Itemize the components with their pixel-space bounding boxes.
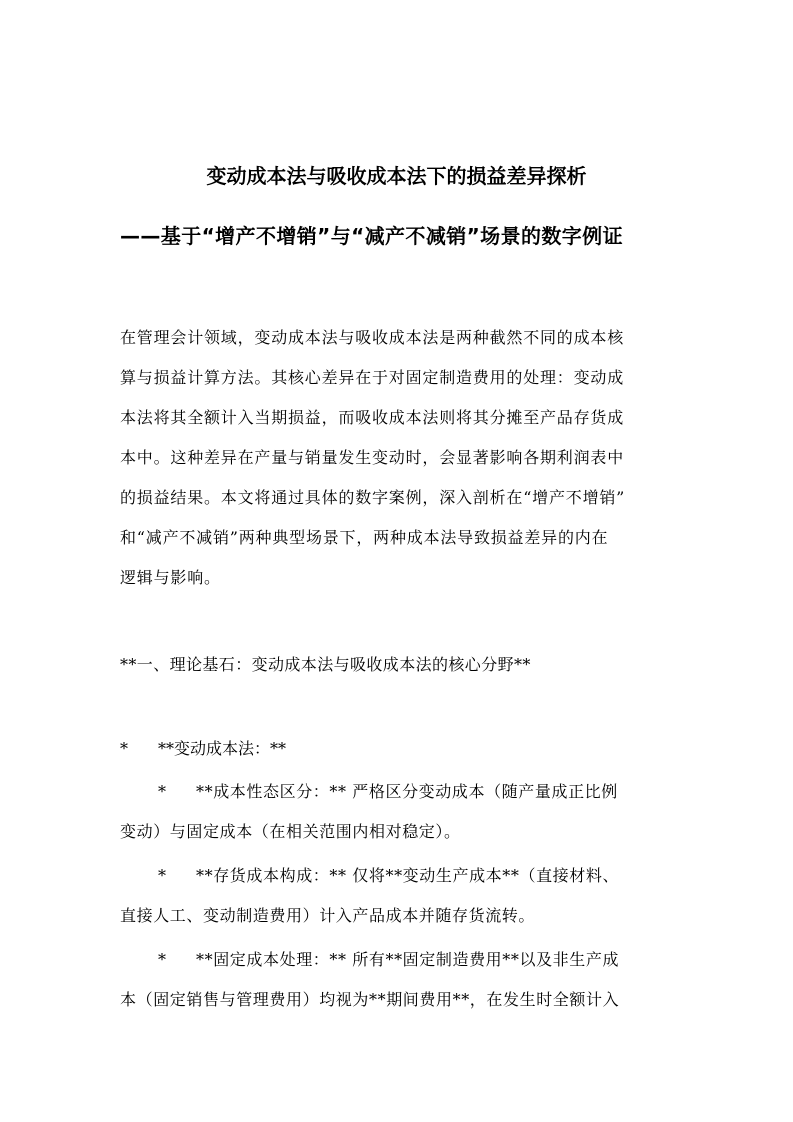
intro-line: 算与损益计算方法。其核心差异在于对固定制造费用的处理：变动成 bbox=[120, 368, 625, 387]
sub-bullet-continuation: 变动）与固定成本（在相关范围内相对稳定）。 bbox=[120, 822, 461, 841]
intro-line: 本中。这种差异在产量与销量发生变动时，会显著影响各期利润表中 bbox=[120, 448, 625, 467]
sub-bullet-continuation: 直接人工、变动制造费用）计入产品成本并随存货流转。 bbox=[120, 906, 536, 925]
intro-line: 本法将其全额计入当期损益，而吸收成本法则将其分摊至产品存货成 bbox=[120, 408, 625, 427]
bullet-marker: * bbox=[158, 866, 167, 885]
document-title: 变动成本法与吸收成本法下的损益差异探析 bbox=[206, 164, 587, 188]
intro-line: 和“减产不减销”两种典型场景下，两种成本法导致损益差异的内在 bbox=[120, 528, 609, 547]
section-heading: **一、理论基石：变动成本法与吸收成本法的核心分野** bbox=[120, 655, 531, 674]
bullet-marker: * bbox=[120, 739, 128, 758]
bullet-marker: * bbox=[158, 782, 167, 801]
document-subtitle: ——基于“增产不增销”与“减产不减销”场景的数字例证 bbox=[120, 224, 623, 248]
bullet-marker: * bbox=[158, 950, 167, 969]
intro-paragraph bbox=[120, 318, 676, 598]
sub-bullet-continuation: 本（固定销售与管理费用）均视为**期间费用**，在发生时全额计入 bbox=[120, 990, 620, 1009]
sub-bullet-inventory-cost bbox=[120, 856, 676, 936]
intro-line: 的损益结果。本文将通过具体的数字案例，深入剖析在“增产不增销” bbox=[120, 488, 626, 507]
intro-line: 逻辑与影响。 bbox=[120, 568, 221, 587]
sub-bullet-text: **存货成本构成：** 仅将**变动生产成本**（直接材料、 bbox=[196, 866, 620, 885]
sub-bullet-text: **固定成本处理：** 所有**固定制造费用**以及非生产成 bbox=[196, 950, 620, 969]
sub-bullet-text: **成本性态区分：** 严格区分变动成本（随产量成正比例 bbox=[196, 782, 618, 801]
sub-bullet-cost-behavior bbox=[120, 772, 676, 852]
bullet-variable-costing bbox=[120, 737, 286, 761]
bullet-text: **变动成本法：** bbox=[158, 739, 287, 758]
sub-bullet-fixed-cost bbox=[120, 940, 676, 1020]
intro-line: 在管理会计领域，变动成本法与吸收成本法是两种截然不同的成本核 bbox=[120, 328, 625, 347]
